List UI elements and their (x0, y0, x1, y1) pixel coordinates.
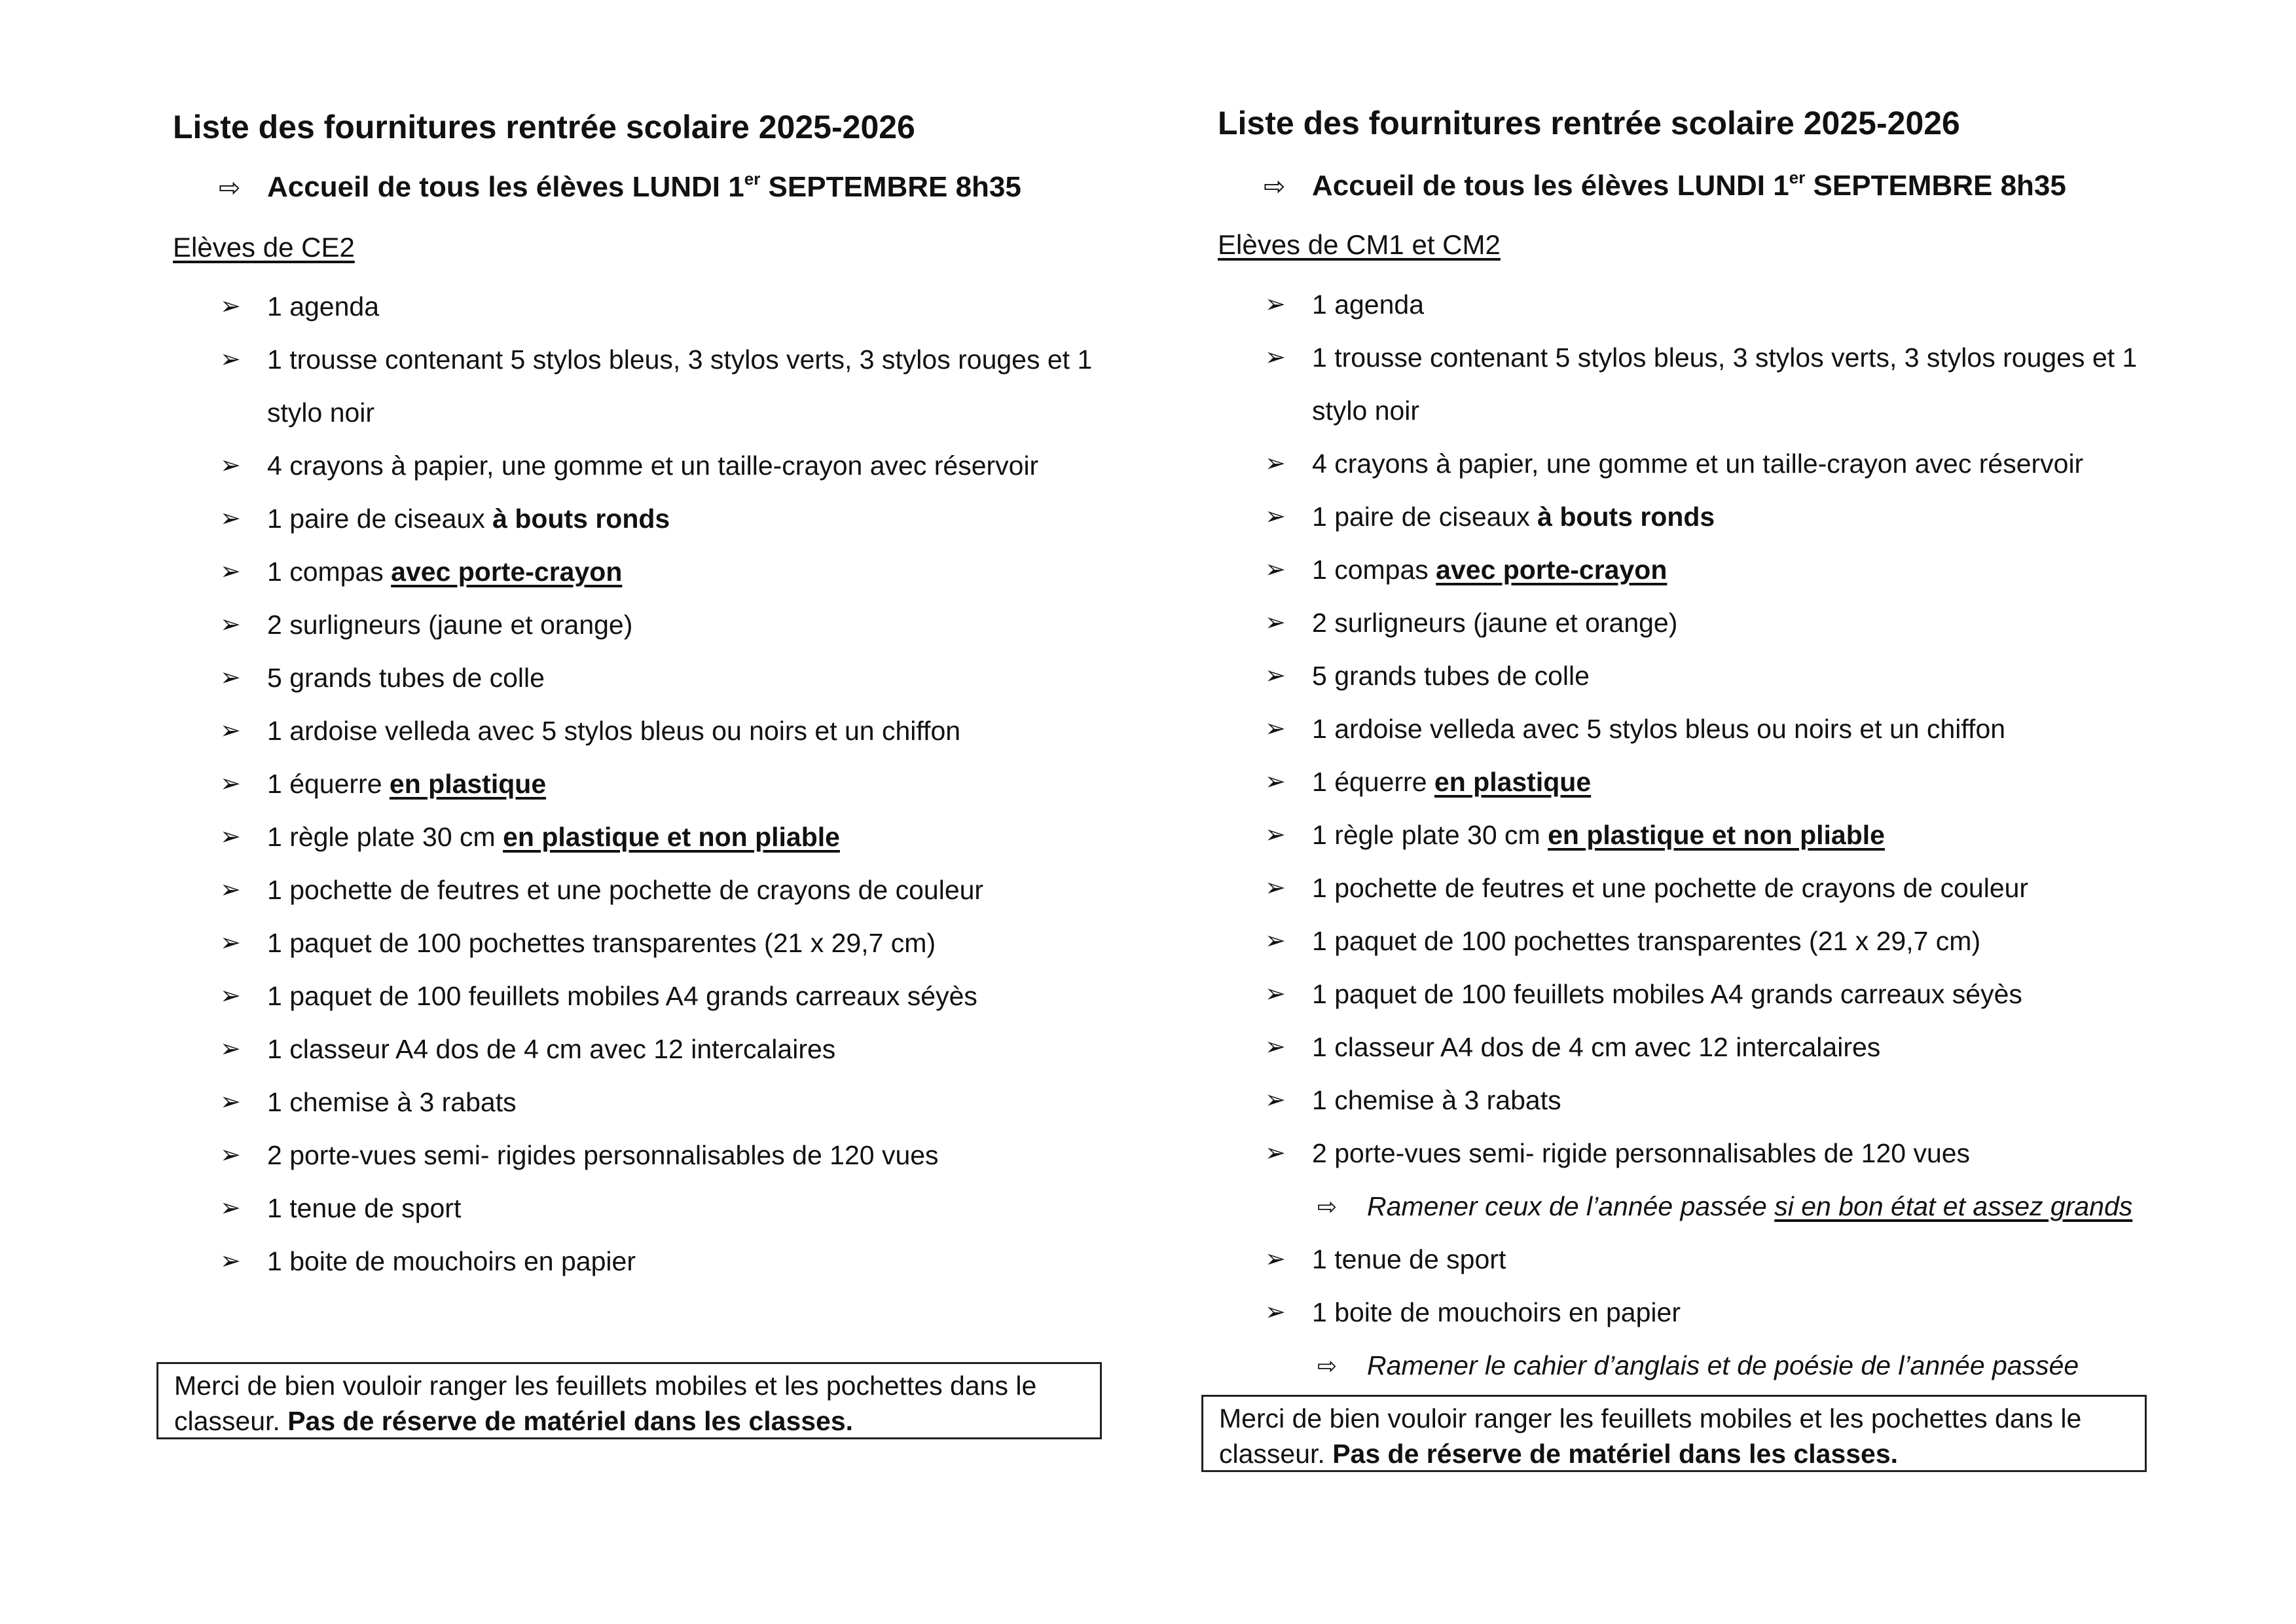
notice-strong-text: Pas de réserve de matériel dans les classes. (287, 1406, 854, 1436)
welcome-text-end: SEPTEMBRE 8h35 (760, 171, 1021, 203)
list-item: ➢ 1 compas avec porte-crayon (1265, 544, 2208, 597)
arrowhead-bullet-icon: ➢ (1265, 1299, 1286, 1326)
welcome-text: Accueil de tous les élèves LUNDI 1 (267, 171, 744, 203)
supplies-list (1265, 278, 2208, 1392)
list-item: ➢ 1 tenue de sport (220, 1182, 1097, 1235)
arrowhead-bullet-icon: ➢ (220, 717, 241, 745)
welcome-text: Accueil de tous les élèves LUNDI 1 (1312, 170, 1789, 202)
arrowhead-bullet-icon: ➢ (220, 293, 241, 320)
welcome-superscript: er (1789, 168, 1806, 187)
list-item: ➢ 1 chemise à 3 rabats (220, 1076, 1097, 1129)
list-item: ➢ 1 boite de mouchoirs en papier (220, 1235, 1097, 1288)
arrowhead-bullet-icon: ➢ (1265, 503, 1286, 530)
list-item: ➢ 1 agenda (1265, 278, 2208, 331)
list-item: ➢ 1 paquet de 100 pochettes transparentes (21 x 29,7 cm) (220, 917, 1097, 970)
arrowhead-bullet-icon: ➢ (1265, 1139, 1286, 1167)
list-item: ➢ 1 ardoise velleda avec 5 stylos bleus ou noirs et un chiffon (1265, 703, 2208, 756)
list-item: ➢ 1 paquet de 100 feuillets mobiles A4 grands carreaux séyès (220, 970, 1097, 1023)
notice-box (156, 1362, 1102, 1439)
list-item: ➢ 5 grands tubes de colle (220, 652, 1097, 705)
right-sheet (1148, 0, 2296, 1624)
list-item: ➢ 4 crayons à papier, une gomme et un taille-crayon avec réservoir (1265, 437, 2208, 490)
list-item: ➢ 1 pochette de feutres et une pochette de crayons de couleur (220, 864, 1097, 917)
arrowhead-bullet-icon: ➢ (1265, 609, 1286, 637)
group-heading: Elèves de CM1 et CM2 (1218, 229, 1501, 260)
arrowhead-bullet-icon: ➢ (1265, 1033, 1286, 1061)
list-item: ➢ 1 agenda (220, 280, 1097, 333)
list-item: ➢ 1 classeur A4 dos de 4 cm avec 12 intercalaires (1265, 1021, 2208, 1074)
arrowhead-bullet-icon: ➢ (1265, 662, 1286, 690)
arrowhead-bullet-icon: ➢ (220, 823, 241, 851)
arrowhead-bullet-icon: ➢ (1265, 450, 1286, 477)
supplies-list (220, 280, 1097, 1288)
arrow-right-icon: ⇨ (1317, 1193, 1338, 1220)
group-heading: Elèves de CE2 (173, 232, 355, 263)
list-item: ➢ 1 trousse contenant 5 stylos bleus, 3 stylos verts, 3 stylos rouges et 1 stylo noir (220, 333, 1125, 439)
page-title: Liste des fournitures rentrée scolaire 2025-2026 (173, 109, 915, 145)
arrowhead-bullet-icon: ➢ (220, 611, 241, 638)
arrowhead-bullet-icon: ➢ (1265, 768, 1286, 796)
list-item: ➢ 1 boite de mouchoirs en papier (1265, 1286, 2208, 1339)
page-title: Liste des fournitures rentrée scolaire 2025-2026 (1218, 105, 1960, 141)
arrowhead-bullet-icon: ➢ (220, 664, 241, 692)
list-item: ➢ 1 pochette de feutres et une pochette de crayons de couleur (1265, 862, 2208, 915)
list-item: ➢ 4 crayons à papier, une gomme et un taille-crayon avec réservoir (220, 439, 1097, 492)
arrowhead-bullet-icon: ➢ (220, 1247, 241, 1275)
list-item: ➢ 1 équerre en plastique (220, 758, 1097, 811)
arrowhead-bullet-icon: ➢ (220, 982, 241, 1010)
arrowhead-bullet-icon: ➢ (220, 1141, 241, 1169)
arrowhead-bullet-icon: ➢ (220, 770, 241, 798)
arrow-right-icon: ⇨ (219, 174, 241, 202)
notice-strong-text: Pas de réserve de matériel dans les classes. (1332, 1439, 1899, 1469)
arrowhead-bullet-icon: ➢ (1265, 291, 1286, 318)
arrowhead-bullet-icon: ➢ (1265, 821, 1286, 849)
welcome-text-end: SEPTEMBRE 8h35 (1805, 170, 2066, 202)
arrowhead-bullet-icon: ➢ (220, 1088, 241, 1116)
list-item: ➢ 1 tenue de sport (1265, 1233, 2208, 1286)
list-item: ➢ 5 grands tubes de colle (1265, 650, 2208, 703)
arrowhead-bullet-icon: ➢ (220, 558, 241, 585)
arrowhead-bullet-icon: ➢ (220, 452, 241, 479)
notice-box (1201, 1395, 2147, 1472)
arrowhead-bullet-icon: ➢ (1265, 980, 1286, 1008)
arrowhead-bullet-icon: ➢ (220, 1035, 241, 1063)
list-item: ➢ 1 compas avec porte-crayon (220, 545, 1097, 599)
list-item: ➢ 1 paquet de 100 feuillets mobiles A4 grands carreaux séyès (1265, 968, 2208, 1021)
arrowhead-bullet-icon: ➢ (220, 346, 241, 373)
list-item: ➢ 2 surligneurs (jaune et orange) (1265, 597, 2208, 650)
list-note: ⇨ Ramener ceux de l’année passée si en bon état et assez grands (1265, 1180, 2208, 1233)
list-item: ➢ 1 équerre en plastique (1265, 756, 2208, 809)
list-item: ➢ 1 classeur A4 dos de 4 cm avec 12 intercalaires (220, 1023, 1097, 1076)
arrowhead-bullet-icon: ➢ (1265, 715, 1286, 743)
notice-text: Merci de bien vouloir ranger les feuillets mobiles et les pochettes dans le classeur. (174, 1371, 1037, 1436)
arrowhead-bullet-icon: ➢ (1265, 556, 1286, 583)
arrow-right-icon: ⇨ (1264, 172, 1286, 201)
arrowhead-bullet-icon: ➢ (220, 929, 241, 957)
list-item: ➢ 2 porte-vues semi- rigides personnalisables de 120 vues (220, 1129, 1097, 1182)
arrowhead-bullet-icon: ➢ (1265, 927, 1286, 955)
list-item: ➢ 1 paire de ciseaux à bouts ronds (1265, 490, 2208, 544)
arrowhead-bullet-icon: ➢ (1265, 874, 1286, 902)
list-item: ➢ 1 règle plate 30 cm en plastique et non pliable (220, 811, 1097, 864)
welcome-superscript: er (744, 169, 761, 189)
notice-text: Merci de bien vouloir ranger les feuillets mobiles et les pochettes dans le classeur. (1219, 1403, 2082, 1469)
list-item: ➢ 1 ardoise velleda avec 5 stylos bleus ou noirs et un chiffon (220, 705, 1097, 758)
arrow-right-icon: ⇨ (1317, 1352, 1338, 1379)
welcome-line (1264, 168, 2066, 205)
list-item: ➢ 1 paquet de 100 pochettes transparentes (21 x 29,7 cm) (1265, 915, 2208, 968)
arrowhead-bullet-icon: ➢ (1265, 1246, 1286, 1273)
list-item: ➢ 1 paire de ciseaux à bouts ronds (220, 492, 1097, 545)
welcome-line (219, 169, 1021, 206)
list-item: ➢ 1 trousse contenant 5 stylos bleus, 3 stylos verts, 3 stylos rouges et 1 stylo noir (1265, 331, 2189, 437)
arrowhead-bullet-icon: ➢ (1265, 1086, 1286, 1114)
arrowhead-bullet-icon: ➢ (220, 876, 241, 904)
list-item: ➢ 1 règle plate 30 cm en plastique et non pliable (1265, 809, 2208, 862)
arrowhead-bullet-icon: ➢ (1265, 344, 1286, 371)
list-note: ⇨ Ramener le cahier d’anglais et de poésie de l’année passée (1265, 1339, 2208, 1392)
list-item: ➢ 2 surligneurs (jaune et orange) (220, 599, 1097, 652)
list-item: ➢ 2 porte-vues semi- rigide personnalisables de 120 vues (1265, 1127, 2208, 1180)
list-item: ➢ 1 chemise à 3 rabats (1265, 1074, 2208, 1127)
arrowhead-bullet-icon: ➢ (220, 1194, 241, 1222)
arrowhead-bullet-icon: ➢ (220, 505, 241, 532)
